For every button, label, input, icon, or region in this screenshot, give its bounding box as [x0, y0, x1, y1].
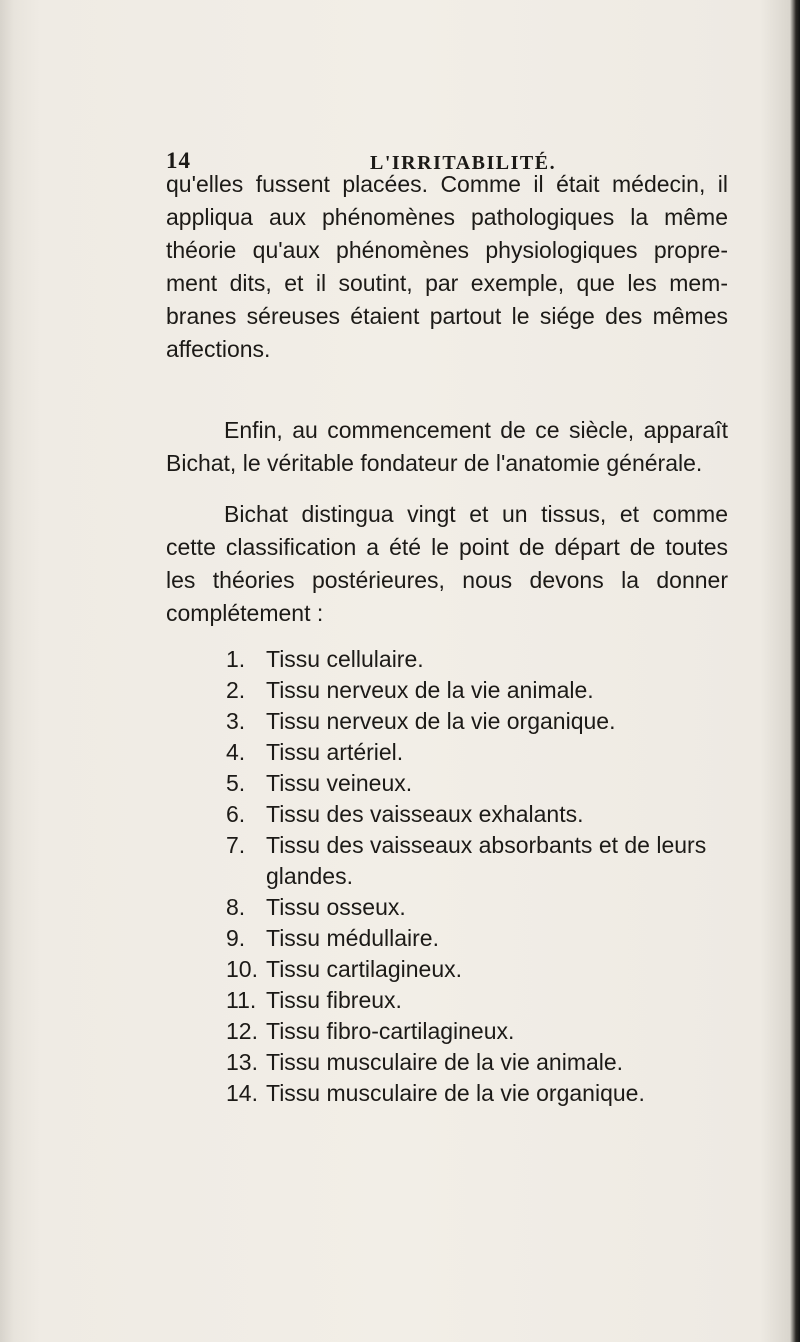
tissue-number: 1. — [226, 646, 246, 672]
tissue-label: Tissu veineux. — [266, 770, 413, 796]
tissue-item — [226, 1016, 730, 1047]
tissue-number: 5. — [226, 770, 246, 796]
paragraph-3: Bichat distingua vingt et un tissus, et comme cette classification a été le point de départ de toutes les théories postérieures, nous devons la donner complétement : — [166, 501, 728, 626]
tissue-item — [226, 737, 730, 768]
tissue-item — [226, 799, 730, 830]
tissue-label: Tissu fibro-cartilagineux. — [266, 1018, 515, 1044]
tissue-number: 2. — [226, 677, 246, 703]
tissue-item — [226, 1047, 730, 1078]
tissue-item — [226, 706, 730, 737]
tissue-number: 3. — [226, 708, 246, 734]
tissue-item — [226, 1078, 730, 1109]
tissue-number: 12. — [226, 1018, 258, 1044]
paragraph-1: qu'elles fussent placées. Comme il était médecin, il appliqua aux phénomènes pathologiques la même théorie qu'aux phénomènes physiologiques propre-ment dits, et il soutint, par exemple, que les mem-branes séreuses étaient partout le siége des mêmes affections. — [166, 171, 728, 362]
tissue-number: 4. — [226, 739, 246, 765]
tissue-label: Tissu médullaire. — [266, 925, 439, 951]
tissue-number: 6. — [226, 801, 246, 827]
tissue-item — [226, 985, 730, 1016]
tissue-item — [226, 954, 730, 985]
paragraph-2: Enfin, au commencement de ce siècle, apparaît Bichat, le véritable fondateur de l'anatomie générale. — [166, 417, 728, 476]
tissue-label: Tissu osseux. — [266, 894, 406, 920]
tissue-label: Tissu des vaisseaux exhalants. — [266, 801, 584, 827]
running-title: L'IRRITABILITÉ. — [370, 152, 557, 174]
tissue-number: 10. — [226, 956, 258, 982]
tissue-label: Tissu nerveux de la vie organique. — [266, 708, 616, 734]
tissue-label: Tissu musculaire de la vie animale. — [266, 1049, 624, 1075]
tissue-label: Tissu nerveux de la vie animale. — [266, 677, 594, 703]
tissue-number: 7. — [226, 832, 246, 858]
page-gutter-shadow — [0, 0, 14, 1342]
tissue-number: 9. — [226, 925, 246, 951]
tissue-number: 8. — [226, 894, 246, 920]
tissue-list — [226, 644, 730, 1109]
tissue-number: 14. — [226, 1080, 258, 1106]
tissue-item — [226, 830, 730, 892]
tissue-label: Tissu artériel. — [266, 739, 404, 765]
tissue-label: Tissu cellulaire. — [266, 646, 424, 672]
tissue-label: Tissu musculaire de la vie organique. — [266, 1080, 645, 1106]
tissue-label: Tissu cartilagineux. — [266, 956, 463, 982]
tissue-label: Tissu des vaisseaux absorbants et de leurs glandes. — [266, 832, 707, 889]
tissue-item — [226, 923, 730, 954]
tissue-item — [226, 892, 730, 923]
tissue-item — [226, 675, 730, 706]
tissue-item — [226, 644, 730, 675]
page-number: 14 — [166, 148, 191, 173]
tissue-number: 13. — [226, 1049, 258, 1075]
tissue-label: Tissu fibreux. — [266, 987, 402, 1013]
tissue-item — [226, 768, 730, 799]
tissue-number: 11. — [226, 987, 257, 1013]
